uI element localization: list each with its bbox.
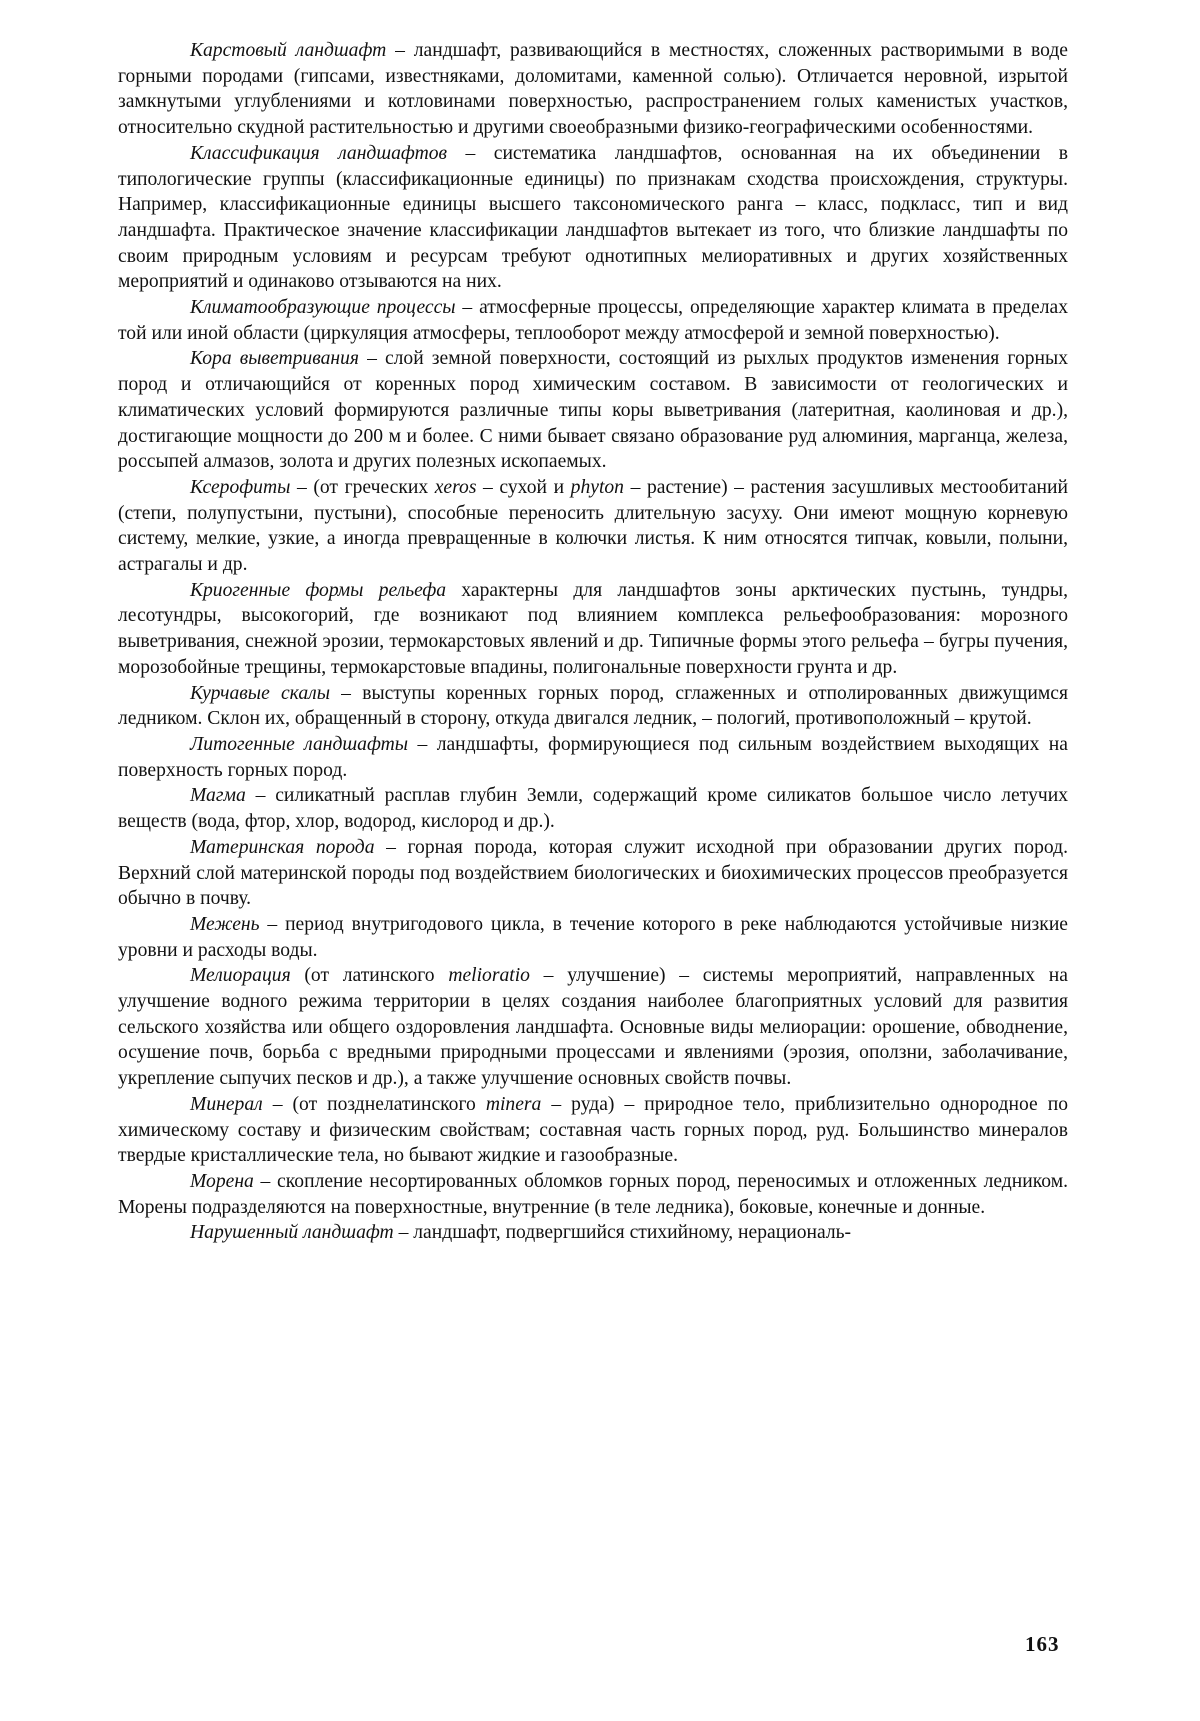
entry-definition: – систематика ландшафтов, основанная на их объединении в типологические группы (классификационные единицы) по признакам сходства происхождения, структуры. Например, классификационные единицы высшего таксономического ранга – класс, подкласс, тип и вид ландшафта. Практическое значение классификации ландшафтов вытекает из того, что близкие ландшафты по своим природным условиям и ресурсам требуют однотипных мелиоративных и других хозяйственных мероприятий и одинаково отзываются на них.	[118, 142, 1069, 293]
entry-climate-forming-processes	[118, 295, 1068, 346]
entry-term: Магма	[190, 785, 246, 807]
entry-term: Кора выветривания	[190, 348, 359, 370]
entry-definition: характерны для ландшафтов зоны арктических пустынь, тундры, лесотундры, высокогорий, где возникают под влиянием комплекса рельефообразования: морозного выветривания, снежной эрозии, термокарстовых явлений и др. Типичные формы этого рельефа – бугры пучения, морозобойные трещины, термокарстовые впадины, полигональные поверхности грунта и др.	[118, 579, 1068, 678]
entry-definition: – слой земной поверхности, состоящий из рыхлых продуктов изменения горных пород и отличающийся от коренных пород химическим составом. В зависимости от геологических и климатических условий формируются различные типы коры выветривания (латеритная, каолиновая и др.), достигающие мощности до 200 м и более. С ними бывает связано образование руд алюминия, марганца, железа, россыпей алмазов, золота и других полезных ископаемых.	[118, 348, 1068, 473]
entry-definition: – ландшафт, подвергшийся стихийному, нерациональ-	[393, 1222, 852, 1244]
entry-definition-part: – (от позднелатинского	[262, 1093, 486, 1115]
entry-definition: – период внутригодового цикла, в течение которого в реке наблюдаются устойчивые низкие уровни и расходы воды.	[118, 913, 1068, 961]
foreign-word: melioratio	[448, 965, 530, 987]
entry-moraine	[118, 1169, 1068, 1220]
entry-definition: – горная порода, которая служит исходной при образовании других пород. Верхний слой материнской породы под воздействием биологических и биохимических процессов преобразуется обычно в почву.	[118, 836, 1068, 910]
entry-definition-part: – сухой и	[476, 476, 571, 498]
entry-term: Нарушенный ландшафт	[190, 1222, 394, 1244]
entry-definition: – ландшафт, развивающийся в местностях, сложенных растворимыми в воде горными породами (гипсами, известняками, доломитами, каменной солью). Отличается неровной, изрытой замкнутыми углублениями и котловинами поверхностью, распространением голых каменистых участков, относительно скудной растительностью и другими своеобразными физико-географическими особенностями.	[118, 40, 1068, 139]
entry-term: Классификация ландшафтов	[190, 142, 448, 164]
dictionary-page	[118, 38, 1068, 1698]
entry-weathering-crust	[118, 346, 1068, 475]
entry-definition-part: – улучшение) – системы мероприятий, направленных на улучшение водного режима территории в целях создания наиболее благоприятных условий для развития сельского хозяйства или общего оздоровления ландшафта. Основные виды мелиорации: орошение, обводнение, осушение почв, борьба с вредными природными процессами и явлениями (эрозия, оползни, заболачивание, укрепление сыпучих песков и др.), а также улучшение основных свойств почвы.	[118, 965, 1068, 1090]
entry-term: Материнская порода	[190, 836, 375, 858]
entry-definition: – силикатный расплав глубин Земли, содержащий кроме силикатов большое число летучих веществ (вода, фтор, хлор, водород, кислород и др.).	[118, 785, 1068, 833]
entry-definition-part: – (от греческих	[290, 476, 435, 498]
foreign-word: xeros	[434, 476, 477, 498]
entry-karst-landscape	[118, 38, 1068, 141]
entry-term: Минерал	[190, 1093, 263, 1115]
entry-term: Мелиорация	[190, 965, 291, 987]
entry-lithogenic-landscapes	[118, 732, 1068, 783]
entry-definition: – атмосферные процессы, определяющие характер климата в пределах той или иной области (циркуляция атмосферы, теплооборот между атмосферой и земной поверхностью).	[118, 297, 1068, 344]
entry-term: Морена	[190, 1170, 254, 1192]
entry-definition-part: (от латинского	[290, 965, 449, 987]
entry-mineral	[118, 1092, 1068, 1169]
entry-term: Курчавые скалы	[190, 682, 330, 704]
entry-xerophytes	[118, 475, 1068, 578]
entry-definition-part: – руда) – природное тело, приблизительно однородное по химическому составу и физическим свойствам; составная часть горных пород, руд. Большинство минералов твердые кристаллические тела, но бывают жидкие и газообразные.	[118, 1093, 1068, 1167]
entry-roches-moutonnees	[118, 681, 1068, 732]
entry-term: Карстовый ландшафт	[190, 40, 387, 61]
entry-magma	[118, 783, 1068, 834]
entry-term: Климатообразующие процессы	[190, 297, 456, 319]
entry-melioration	[118, 963, 1068, 1092]
page-number: 163	[1025, 1632, 1060, 1656]
foreign-word: phyton	[570, 476, 624, 498]
entry-term: Литогенные ландшафты	[190, 733, 409, 755]
entry-definition: – выступы коренных горных пород, сглаженных и отполированных движущимся ледником. Склон их, обращенный в сторону, откуда двигался ледник, – пологий, противоположный – крутой.	[118, 682, 1068, 730]
entry-parent-rock	[118, 835, 1068, 912]
entry-definition: – ландшафты, формирующиеся под сильным воздействием выходящих на поверхность горных пород.	[118, 733, 1068, 781]
entry-definition: – скопление несортированных обломков горных пород, переносимых и отложенных ледником. Морены подразделяются на поверхностные, внутренние (в теле ледника), боковые, конечные и донные.	[118, 1170, 1068, 1218]
entry-low-water	[118, 912, 1068, 963]
entry-term: Межень	[190, 913, 260, 935]
entry-cryogenic-relief	[118, 578, 1068, 681]
entry-disturbed-landscape	[118, 1220, 1068, 1246]
foreign-word: minera	[485, 1093, 542, 1115]
entry-definition-part: – растение) – растения засушливых местообитаний (степи, полупустыни, пустыни), способные переносить длительную засуху. Они имеют мощную корневую систему, мелкие, узкие, а иногда превращенные в колючки листья. К ним относятся типчак, ковыли, полыни, астрагалы и др.	[118, 476, 1068, 576]
entry-term: Криогенные формы рельефа	[190, 579, 447, 601]
entry-term: Ксерофиты	[190, 476, 291, 498]
entry-landscape-classification	[118, 141, 1068, 295]
